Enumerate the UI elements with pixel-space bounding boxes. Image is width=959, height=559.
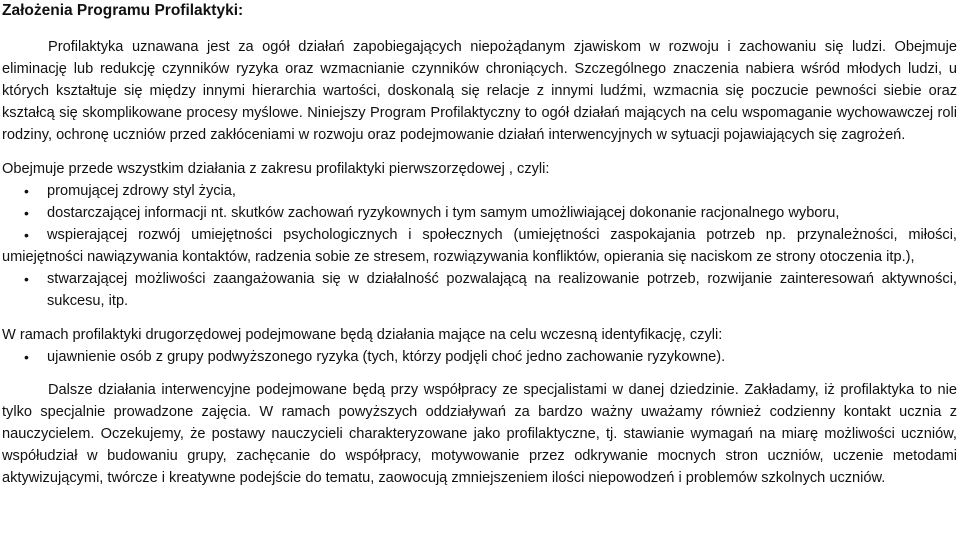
paragraph-primary-intro: Obejmuje przede wszystkim działania z zakresu profilaktyki pierwszorzędowej , czyli: xyxy=(2,161,550,177)
list-item: • stwarzającej możliwości zaangażowania się w działalność pozwalającą na realizowanie potrzeb, rozwijanie zainteresowań aktywności, sukcesu, itp. xyxy=(2,268,957,312)
section-heading: Założenia Programu Profilaktyki: xyxy=(2,2,244,19)
list-item: • promującej zdrowy styl życia, xyxy=(2,180,957,202)
bullet-icon: • xyxy=(24,349,29,365)
secondary-prevention-list xyxy=(2,346,957,368)
list-item: • ujawnienie osób z grupy podwyższonego ryzyka (tych, którzy podjęli choć jedno zachowanie ryzykowne). xyxy=(2,346,957,368)
bullet-icon: • xyxy=(24,227,29,243)
list-item: • wspierającej rozwój umiejętności psychologicznych i społecznych (umiejętności zaspokajania potrzeb np. przynależności, miłości, umiejętności nawiązywania kontaktów, radzenia sobie ze stresem, rozwiązywania konfliktów, opierania się naciskom ze strony otoczenia itp.), xyxy=(2,224,957,268)
bullet-icon: • xyxy=(24,271,29,287)
paragraph-secondary-intro: W ramach profilaktyki drugorzędowej podejmowane będą działania mające na celu wczesną identyfikację, czyli: xyxy=(2,327,723,343)
bullet-icon: • xyxy=(24,183,29,199)
bullet-icon: • xyxy=(24,205,29,221)
primary-prevention-list xyxy=(2,180,957,312)
paragraph-definition: Profilaktyka uznawana jest za ogół działań zapobiegających niepożądanym zjawiskom w rozwoju i zachowaniu się ludzi. Obejmuje eliminację lub redukcję czynników ryzyka oraz wzmacnianie czynników chroniących. Szczególnego znaczenia nabiera wśród młodych ludzi, u których kształtuje się między innymi hierarchia wartości, doskonalą się relacje z innymi ludźmi, wzmacnia się poczucie pewności siebie oraz kształcą się skomplikowane procesy myślowe. Niniejszy Program Profilaktyczny to ogół działań mających na celu wspomaganie wychowawczej roli rodziny, ochronę uczniów przed zakłóceniami w rozwoju oraz podejmowanie działań interwencyjnych w sytuacji pojawiających się zagrożeń. xyxy=(2,39,957,143)
list-item: • dostarczającej informacji nt. skutków zachowań ryzykownych i tym samym umożliwiającej dokonanie racjonalnego wyboru, xyxy=(2,202,957,224)
paragraph-interventions: Dalsze działania interwencyjne podejmowane będą przy współpracy ze specjalistami w danej dziedzinie. Zakładamy, iż profilaktyka to nie tylko specjalnie prowadzone zajęcia. W ramach powyższych oddziaływań za bardzo ważny uważamy również codzienny kontakt ucznia z nauczycielem. Oczekujemy, że postawy nauczycieli charakteryzowane jako profilaktyczne, tj. stawianie wymagań na miarę możliwości uczniów, współudział w budowaniu grupy, zachęcanie do współpracy, motywowanie przez odkrywanie mocnych stron uczniów, uczenie metodami aktywizującymi, twórcze i kreatywne podejście do tematu, zaowocują zmniejszeniem ilości niepowodzeń i problemów szkolnych uczniów. xyxy=(2,382,957,486)
